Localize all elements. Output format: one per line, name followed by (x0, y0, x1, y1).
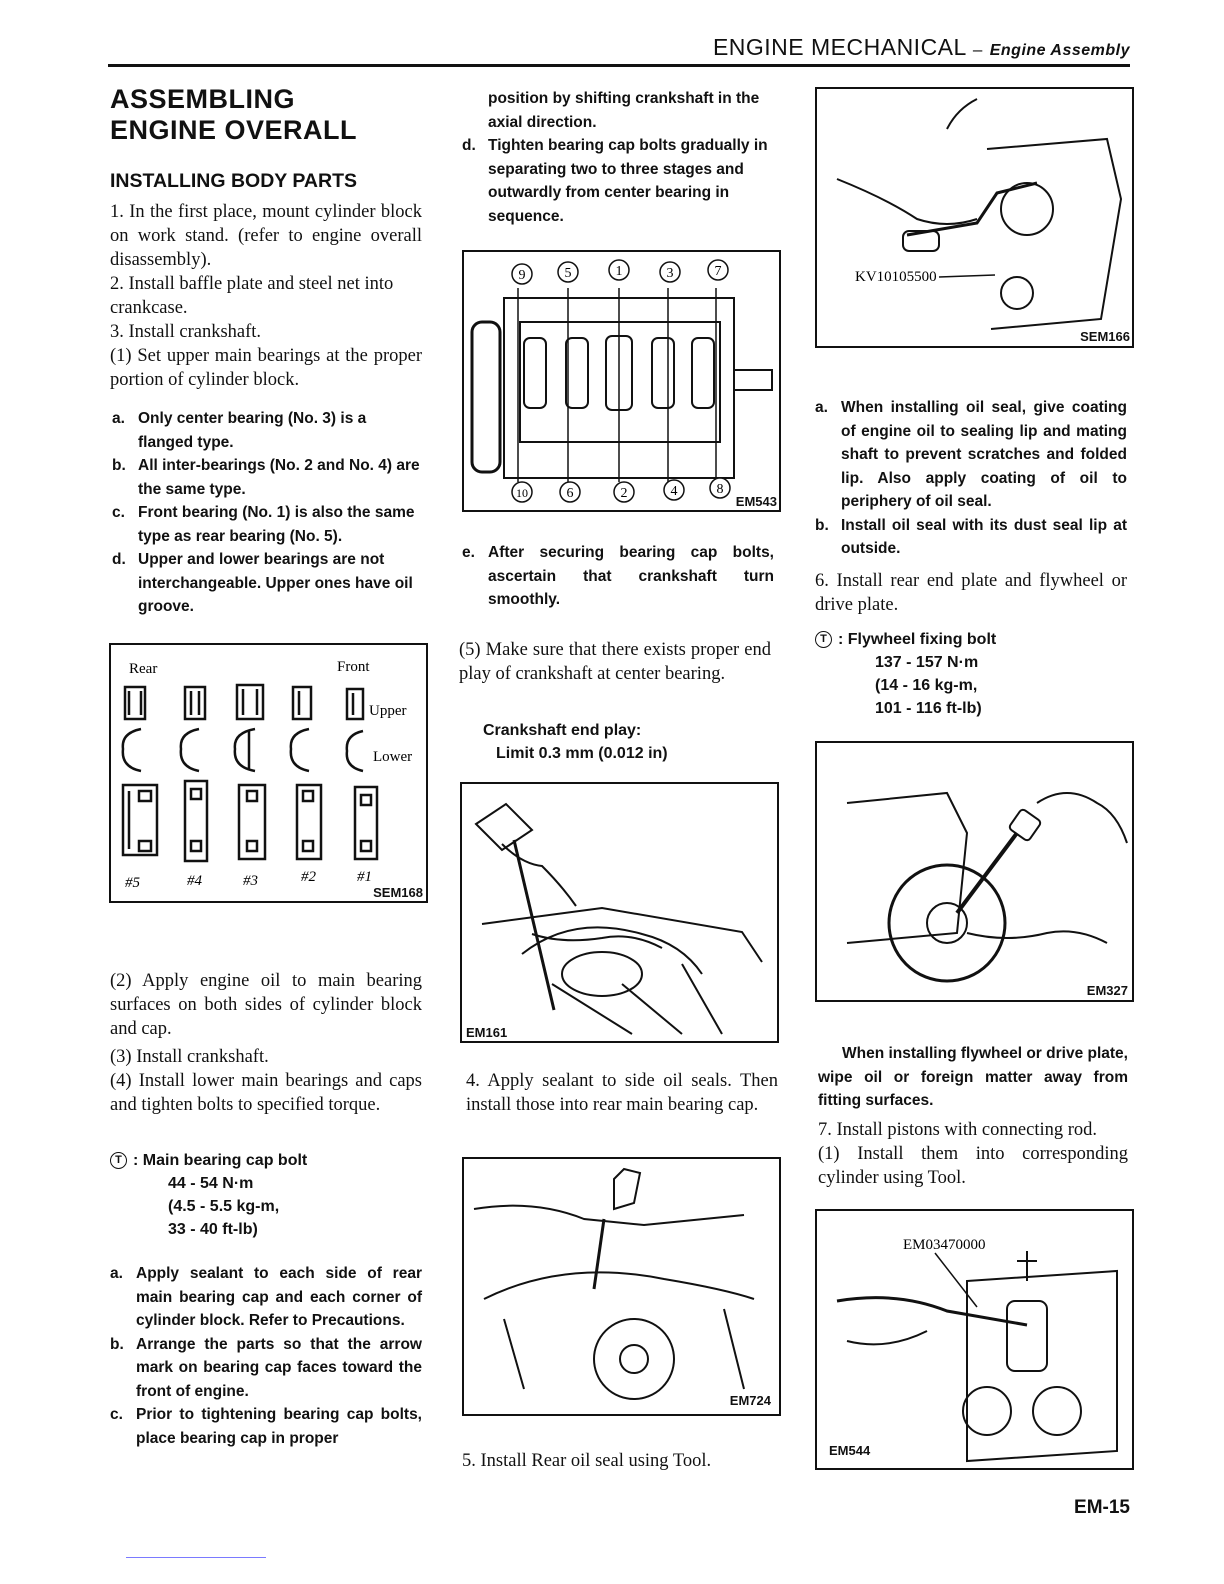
sequence-num-4: 4 (670, 484, 678, 499)
endplay-spec (483, 719, 668, 765)
endplay-label: Crankshaft end play: (483, 722, 642, 739)
lower-shell-2 (291, 729, 309, 771)
torque-main-bearing (110, 1149, 420, 1241)
torque-flywheel (815, 628, 1125, 720)
upper-shell-5 (125, 687, 145, 719)
note-oil-seal-b: b. Install oil seal with its dust seal lip at outside. (815, 516, 1127, 557)
block-rear (987, 139, 1121, 329)
note-c-continued: position by shifting crankshaft in the axial direction. (488, 90, 760, 131)
page-title (110, 84, 357, 146)
bolt-boss (1001, 277, 1033, 309)
flywheel-edge (472, 322, 500, 472)
sequence-num-9: 9 (518, 268, 526, 283)
col2-step-4 (466, 1069, 778, 1117)
header-rule (108, 64, 1130, 67)
cylinder-bore-2 (1033, 1387, 1081, 1435)
fig-label-rear: Rear (129, 661, 158, 677)
header-section: ENGINE MECHANICAL (712, 34, 966, 60)
hand-upper (1037, 793, 1127, 843)
lower-shell-5 (123, 729, 141, 771)
col3-notes (815, 396, 1127, 561)
note-2-a: a. Apply sealant to each side of rear main bearing cap and each corner of cylinder block. Refer to Precautions. (110, 1265, 422, 1329)
tool-number: EM03470000 (903, 1237, 986, 1253)
cylinder-block (967, 1271, 1117, 1461)
fig-label-upper: Upper (369, 703, 407, 719)
figure-code: EM724 (729, 1393, 771, 1408)
sequence-num-2: 2 (620, 486, 628, 501)
header-dash: – (972, 40, 983, 59)
crankshaft (522, 927, 702, 974)
step-5: 5. Install Rear oil seal using Tool. (462, 1451, 712, 1471)
side-oil-seal-drawing (464, 1159, 779, 1414)
torque-value-kgm: (4.5 - 5.5 kg-m, (168, 1198, 280, 1215)
figure-code: EM327 (1086, 983, 1128, 998)
header-subsection: Engine Assembly (989, 42, 1130, 59)
flange-center (620, 1345, 648, 1373)
figure-bearing-arrangement (109, 643, 428, 903)
page-number: EM-15 (1074, 1497, 1130, 1518)
col3-step-7 (818, 1118, 1128, 1190)
note-d-tighten: d. Tighten bearing cap bolts gradually in separating two to three stages and outwardly from center bearing in sequence. (462, 137, 768, 225)
torque-label: : Flywheel fixing bolt (838, 631, 997, 648)
tool-leader-line (939, 275, 995, 277)
sequence-num-10: 10 (516, 486, 528, 500)
fig-label-front: Front (337, 659, 370, 675)
figure-code: SEM166 (1080, 329, 1130, 344)
bearing-cap-4 (185, 781, 207, 861)
torque-value-ftlb: 101 - 116 ft-lb) (875, 700, 982, 717)
upper-shell-3 (237, 685, 263, 719)
fig-label-lower: Lower (373, 749, 413, 765)
col2-step-5b (462, 1449, 774, 1473)
col3-step-6 (815, 569, 1127, 617)
col2-step-5 (459, 638, 771, 686)
tightening-sequence-drawing (464, 252, 779, 510)
upper-shell-4 (185, 687, 205, 719)
col1-steps (110, 200, 422, 392)
rear-oil-seal-drawing (817, 89, 1132, 346)
col1-notes-a-c (110, 1262, 422, 1450)
hand-top (947, 99, 977, 129)
torque-value-kgm: (14 - 16 kg-m, (875, 677, 978, 694)
flywheel-install-drawing (817, 743, 1132, 1000)
crankcase-opening (520, 322, 720, 442)
hand-lower (967, 931, 1107, 943)
section-subtitle: INSTALLING BODY PARTS (110, 170, 358, 192)
torque-icon: T (110, 1152, 127, 1169)
sequence-num-8: 8 (716, 482, 724, 497)
torque-value-nm: 137 - 157 N·m (875, 654, 979, 671)
torque-value-ftlb: 33 - 40 ft-lb) (168, 1221, 258, 1238)
sequence-num-5: 5 (564, 266, 572, 281)
crank-flange (594, 1319, 674, 1399)
cap-number-3: #3 (243, 873, 258, 889)
footer-rule (126, 1557, 266, 1558)
torque-label: : Main bearing cap bolt (133, 1152, 308, 1169)
page-title-line1: ASSEMBLING (110, 84, 296, 114)
note-oil-seal-a: a. When installing oil seal, give coating of engine oil to sealing lip and mating shaft to prevent scratches and folded lip. Also apply coating of oil to periphery of oil seal. (815, 399, 1127, 510)
note-b: b. All inter-bearings (No. 2 and No. 4) are the same type. (112, 457, 420, 498)
note-c: c. Front bearing (No. 1) is also the same type as rear bearing (No. 5). (112, 504, 415, 545)
lower-shell-3 (235, 729, 255, 771)
note-d: d. Upper and lower bearings are not interchangeable. Upper ones have oil groove. (112, 551, 413, 615)
bearing-cap-5 (123, 785, 157, 855)
figure-code: EM543 (735, 494, 777, 509)
col1-steps-2 (110, 969, 422, 1117)
figure-flywheel-install (815, 741, 1134, 1002)
upper-shell-2 (293, 687, 311, 719)
note-a: a. Only center bearing (No. 3) is a flanged type. (112, 410, 367, 451)
col1-notes-a-d (112, 407, 424, 619)
figure-code: EM544 (829, 1443, 871, 1458)
hand-left (502, 844, 576, 906)
sequence-num-7: 7 (714, 264, 722, 279)
step-7-1: (1) Install them into corresponding cylinder using Tool. (818, 1144, 1128, 1188)
col2-note-e (462, 541, 774, 612)
cap-number-1: #1 (357, 869, 372, 885)
engine-block (847, 793, 967, 943)
bearing-cap-1 (355, 787, 377, 859)
torque-icon: T (815, 631, 832, 648)
sequence-num-3: 3 (666, 266, 674, 281)
step-3-3: (3) Install crankshaft. (110, 1047, 269, 1067)
note-e: e. After securing bearing cap bolts, ascertain that crankshaft turn smoothly. (462, 544, 774, 608)
sequence-num-6: 6 (566, 486, 574, 501)
journal (562, 952, 642, 996)
oil-seal-drift (1001, 183, 1053, 235)
figure-code: EM161 (466, 1025, 508, 1040)
tool-shaft (907, 183, 1037, 235)
flywheel-note: When installing flywheel or drive plate, wipe oil or foreign matter away from fitting surfaces. (818, 1045, 1128, 1109)
bearing-cap-3 (239, 785, 265, 859)
crank-snout (734, 370, 772, 390)
cylinder-bore-1 (963, 1387, 1011, 1435)
step-3-1: (1) Set upper main bearings at the proper portion of cylinder block. (110, 346, 422, 390)
step-2: 2. Install baffle plate and steel net into crankcase. (110, 274, 394, 318)
lower-shell-1 (347, 731, 363, 771)
step-3-4: (4) Install lower main bearings and caps and tighten bolts to specified torque. (110, 1071, 422, 1115)
mallet-handle (594, 1219, 604, 1289)
step-1: 1. In the first place, mount cylinder block on work stand. (refer to engine overall disassembly). (110, 202, 422, 270)
tool-number: KV10105500 (855, 269, 937, 285)
figure-check-endplay (460, 782, 779, 1043)
hammer-handle (837, 1298, 1027, 1325)
endplay-value: Limit 0.3 mm (0.012 in) (496, 745, 668, 762)
cap-number-5: #5 (125, 875, 140, 891)
piston-install-drawing (817, 1211, 1132, 1468)
figure-code: SEM168 (373, 885, 423, 900)
page-title-line2: ENGINE OVERALL (110, 115, 358, 145)
step-6: 6. Install rear end plate and flywheel or drive plate. (815, 571, 1127, 615)
note-2-b: b. Arrange the parts so that the arrow mark on bearing cap faces toward the front of engine. (110, 1335, 422, 1400)
sequence-num-1: 1 (615, 264, 623, 279)
note-2-c: c. Prior to tightening bearing cap bolts, place bearing cap in proper (110, 1406, 422, 1447)
figure-side-oil-seal (462, 1157, 781, 1416)
figure-piston-install (815, 1209, 1134, 1470)
bearing-arrangement-drawing (111, 645, 426, 901)
flywheel (889, 865, 1005, 981)
step-7: 7. Install pistons with connecting rod. (818, 1120, 1098, 1140)
step-3-2: (2) Apply engine oil to main bearing surfaces on both sides of cylinder block and cap. (110, 971, 422, 1039)
step-3-5: (5) Make sure that there exists proper end play of crankshaft at center bearing. (459, 640, 771, 684)
bearing-cap-2 (297, 785, 321, 859)
endplay-check-drawing (462, 784, 777, 1041)
block-edge (484, 1272, 754, 1299)
upper-shell-1 (347, 689, 363, 719)
figure-rear-oil-seal (815, 87, 1134, 348)
step-4: 4. Apply sealant to side oil seals. Then install those into rear main bearing cap. (466, 1071, 778, 1115)
mallet-head (614, 1169, 640, 1209)
block-lines (552, 964, 722, 1034)
cap-number-2: #2 (301, 869, 316, 885)
torque-value-nm: 44 - 54 N·m (168, 1175, 254, 1192)
cap-number-4: #4 (187, 873, 202, 889)
hand-arm (837, 179, 977, 224)
page-header (660, 34, 1130, 61)
hammer-head (476, 804, 532, 850)
figure-tightening-sequence (462, 250, 781, 512)
lower-shell-4 (181, 729, 199, 771)
piston-ring-compressor (1007, 1301, 1047, 1371)
arm (474, 1206, 744, 1225)
col2-top (462, 87, 774, 228)
hand (847, 1331, 927, 1344)
step-3: 3. Install crankshaft. (110, 322, 262, 342)
